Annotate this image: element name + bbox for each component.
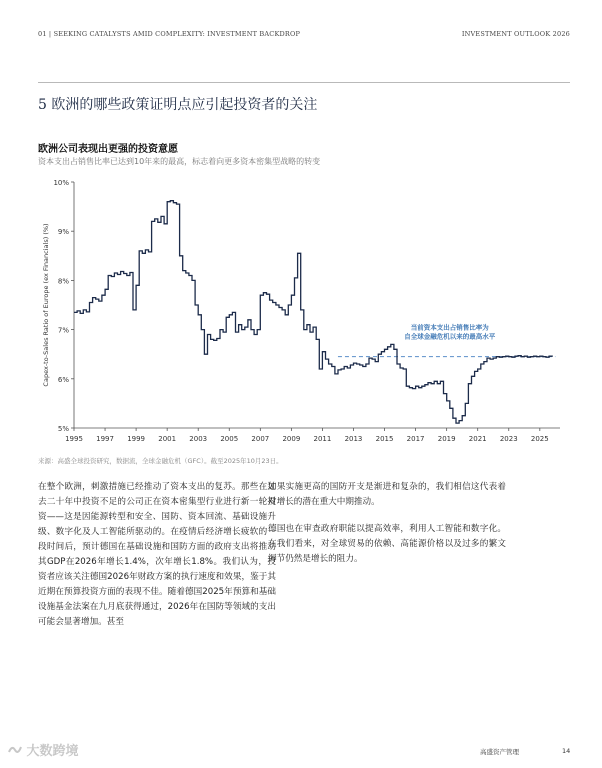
chart-marks xyxy=(74,201,555,423)
page-number: 14 xyxy=(562,747,571,755)
x-tick-label: 2013 xyxy=(344,435,363,443)
x-tick-label: 1995 xyxy=(65,435,83,443)
body-paragraph: 如果实施更高的国防开支是渐进和复杂的，我们相信这代表着对增长的潜在重大中期推动。 xyxy=(268,482,506,507)
chart-subtitle: 资本支出占销售比率已达到10年来的最高，标志着向更多资本密集型战略的转变 xyxy=(38,157,321,166)
annotation-text: 自全球金融危机以来的最高水平 xyxy=(404,332,496,341)
chart-title: 欧洲公司表现出更强的投资意愿 xyxy=(38,144,178,155)
x-tick-label: 2019 xyxy=(437,435,456,443)
annotation-text: 当前资本支出占销售比率为 xyxy=(410,323,489,332)
body-column-right xyxy=(268,480,506,579)
x-tick-label: 2001 xyxy=(158,435,177,443)
body-column-left xyxy=(38,480,276,642)
body-paragraph: 德国也在审查政府职能以提高效率，利用人工智能和数字化。在我们看来，对全球贸易的依赖、高能源价格以及过多的繁文缛节仍然是增长的阻力。 xyxy=(268,524,506,564)
x-tick-label: 1999 xyxy=(127,435,146,443)
x-tick-label: 2015 xyxy=(375,435,394,443)
x-tick-label: 2017 xyxy=(406,435,425,443)
x-tick-label: 2007 xyxy=(251,435,270,443)
y-tick-label: 10% xyxy=(53,179,69,187)
chart-axes xyxy=(42,179,560,443)
y-tick-label: 7% xyxy=(57,326,69,335)
watermark-text: 大数跨境 xyxy=(26,744,79,759)
x-tick-label: 2023 xyxy=(499,435,518,443)
y-tick-label: 5% xyxy=(57,425,69,433)
x-tick-label: 2009 xyxy=(282,435,301,443)
body-paragraph: 在整个欧洲，刺激措施已经推动了资本支出的复苏。那些在过去二十年中投资不足的公司正在资本密集型行业进行新一轮投资——这是因能源转型和安全、国防、资本回流、基础设施升级、数字化及人工智能所驱动的。在疫情后经济增长疲软的一段时间后，预计德国在基础设施和国防方面的政府支出将推动其GDP在2026年增长1.4%，次年增长1.8%。我们认为，投资者应该关注德国2026年财政方案的执行速度和效果，鉴于其近期在预算投资方面的表现不佳。随着德国2025年预算和基础设施基金法案在九月底获得通过，2026年在国防等领域的支出可能会显著增加。甚至 xyxy=(38,482,276,627)
section-title: 5 欧洲的哪些政策证明点应引起投资者的关注 xyxy=(38,97,318,113)
x-tick-label: 1997 xyxy=(96,435,114,443)
y-tick-label: 8% xyxy=(57,277,69,286)
watermark-logo xyxy=(8,740,79,759)
x-tick-label: 2003 xyxy=(189,435,208,443)
watermark-icon xyxy=(8,744,22,756)
running-header-left: 01 | SEEKING CATALYSTS AMID COMPLEXITY: INVESTMENT BACKDROP xyxy=(38,30,301,38)
x-tick-label: 2005 xyxy=(220,435,239,443)
x-tick-label: 2021 xyxy=(468,435,487,443)
capex-to-sales-chart xyxy=(38,174,578,450)
x-tick-label: 2011 xyxy=(313,435,332,443)
y-tick-label: 6% xyxy=(57,375,69,384)
footer-brand: 高盛资产管理 xyxy=(480,748,519,756)
y-axis-label: Capex-to-Sales Ratio of Europe (ex Financials) (%) xyxy=(42,223,50,387)
series-line xyxy=(74,201,552,423)
chart-source: 来源：高盛全球投资研究，数据流，全球金融危机（GFC）。截至2025年10月23日。 xyxy=(38,457,283,465)
y-tick-label: 9% xyxy=(57,228,69,237)
x-tick-label: 2025 xyxy=(530,435,549,443)
running-header-right: INVESTMENT OUTLOOK 2026 xyxy=(461,30,570,38)
header-divider xyxy=(38,82,570,83)
